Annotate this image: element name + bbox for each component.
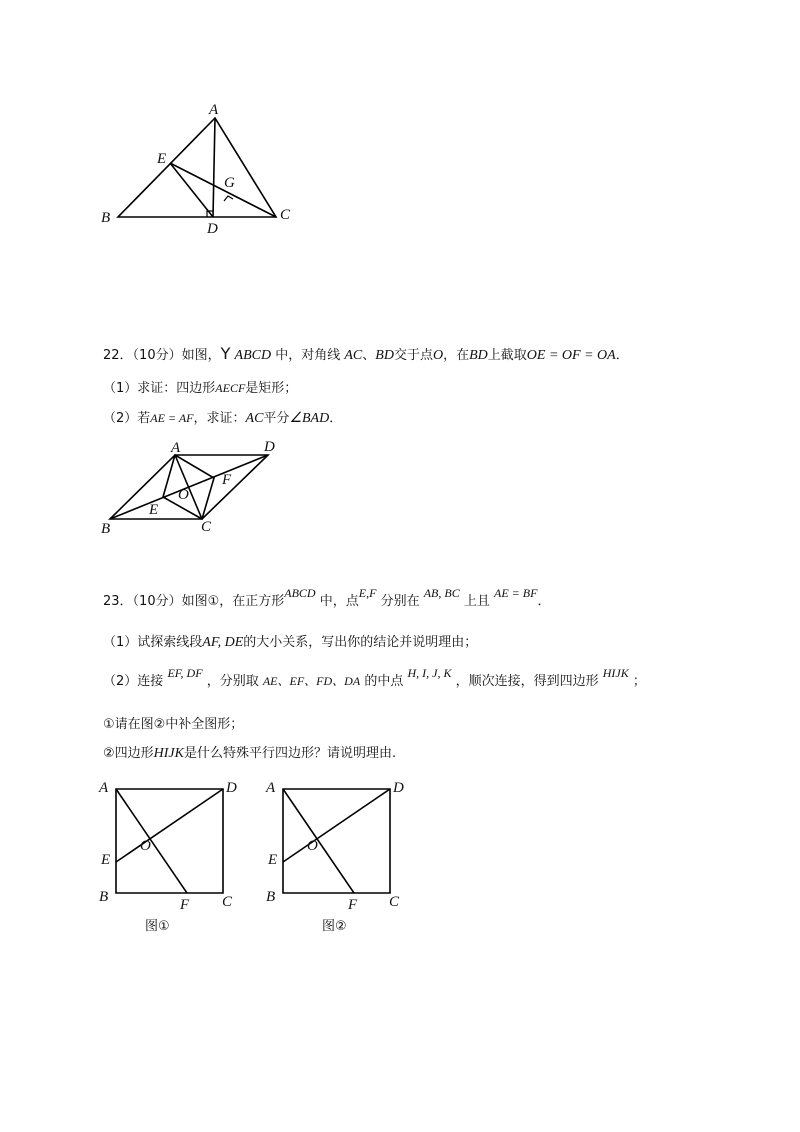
fig2-label-b: B: [266, 889, 276, 905]
q22-stem-e: 上截取: [487, 348, 527, 363]
q22-label-a: A: [171, 440, 181, 456]
q22-label-d: D: [264, 439, 275, 455]
q22-o: O: [432, 348, 444, 363]
q23-sub1: ①请在图②中补全图形；: [103, 717, 244, 732]
q23-segments: AE、EF、FD、DA: [262, 674, 361, 688]
q22-end: ．: [615, 348, 629, 363]
q23-sub2-a: ②四边形: [103, 746, 154, 761]
fig1-label-f: F: [180, 897, 190, 913]
q22-bd: BD: [375, 348, 394, 363]
q23-part2-mid2: 的中点: [364, 674, 404, 689]
q23-sub2-hijk: HIJK: [153, 746, 184, 761]
fig1-label-o: O: [140, 838, 151, 854]
q22-number: 22．: [103, 348, 133, 363]
q23-hijk: HIJK: [602, 666, 629, 680]
q22-abcd: ABCD: [234, 348, 272, 363]
q23-stem-d: 上且: [463, 594, 490, 609]
fig2-label-c: C: [389, 894, 400, 910]
q23-number: 23．: [103, 594, 133, 609]
q22-stem-c: 交于点: [393, 348, 433, 363]
q22-part1-num: （1）: [103, 381, 138, 396]
fig2-label-e: E: [268, 852, 278, 868]
q23-stem-c: 分别在: [380, 594, 420, 609]
fig2-label-a: A: [266, 780, 276, 796]
q23-part2-mid3: ，顺次连接，得到四边形: [455, 674, 599, 689]
label-d: D: [207, 221, 218, 237]
q22-equation: OE = OF = OA: [526, 348, 616, 363]
q23-abcd: ABCD: [284, 586, 316, 600]
q22-sep: 、: [362, 348, 376, 363]
fig1-label-b: B: [99, 889, 109, 905]
q22-part2-mid2: 平分: [263, 411, 290, 426]
q23-hijk-pts: H, I, J, K: [407, 666, 452, 680]
q23-score: （10分）: [132, 594, 182, 609]
q23-ef-df: EF, DF: [167, 666, 203, 680]
fig2-label-d: D: [393, 780, 404, 796]
q23-stem-a: 如图①，在正方形: [181, 594, 285, 609]
q22-angle: ∠BAD: [289, 411, 330, 426]
q23-part1-end: 的大小关系，写出你的结论并说明理由；: [243, 635, 478, 650]
q22-label-o: O: [178, 487, 189, 503]
q23-stem-b: 中，点: [319, 594, 359, 609]
q23-ef: E,F: [358, 586, 377, 600]
fig2-label-f: F: [348, 897, 358, 913]
q22-part2-text: 若: [137, 411, 151, 426]
q22-ae-af: AE = AF: [150, 411, 194, 425]
q22-stem-d: ，在: [443, 348, 470, 363]
q22-part2-num: （2）: [103, 411, 138, 426]
q22-aecf: AECF: [215, 381, 246, 395]
q23-part2-end: ；: [632, 674, 646, 689]
q22-ac2: AC: [245, 411, 264, 426]
label-b: B: [101, 210, 111, 226]
fig1-label-c: C: [222, 894, 233, 910]
label-a: A: [209, 102, 219, 118]
q22-score: （10分）: [132, 348, 182, 363]
q22-stem-b: 中，对角线: [271, 348, 341, 363]
fig2-caption: 图②: [322, 919, 347, 934]
q22-ac: AC: [344, 348, 363, 363]
q22-stem-a: 如图，: [181, 348, 221, 363]
parallelogram-symbol: Y: [220, 344, 231, 363]
q23-part2-num: （2）: [103, 674, 138, 689]
q22-bd2: BD: [469, 348, 488, 363]
q22-label-f: F: [222, 472, 232, 488]
q23-part1-text: 试探索线段: [137, 635, 203, 650]
fig1-label-e: E: [101, 852, 111, 868]
q22-part2-end: ．: [329, 411, 343, 426]
q22-part1-end: 是矩形；: [245, 381, 298, 396]
fig1-caption: 图①: [145, 919, 170, 934]
q23-part2-mid: ，分别取: [206, 674, 259, 689]
q23-sub2-b: 是什么特殊平行四边形？请说明理由.: [183, 746, 397, 761]
fig1-label-d: D: [226, 780, 237, 796]
q23-part2-text: 连接: [137, 674, 164, 689]
q23-ab-bc: AB, BC: [423, 586, 460, 600]
q22-part1-text: 求证：四边形: [137, 381, 216, 396]
fig1-label-a: A: [99, 780, 109, 796]
label-e: E: [157, 151, 167, 167]
label-g: G: [224, 175, 235, 191]
q23-end: ．: [537, 594, 551, 609]
fig2-label-o: O: [307, 838, 318, 854]
q22-part2-mid: ，求证：: [193, 411, 246, 426]
q23-ae-bf: AE = BF: [494, 586, 538, 600]
label-c: C: [280, 207, 291, 223]
q23-af-de: AF, DE: [202, 635, 244, 650]
q22-label-b: B: [101, 521, 111, 537]
q22-label-c: C: [201, 519, 212, 535]
q22-label-e: E: [149, 502, 159, 518]
q23-part1-num: （1）: [103, 635, 138, 650]
